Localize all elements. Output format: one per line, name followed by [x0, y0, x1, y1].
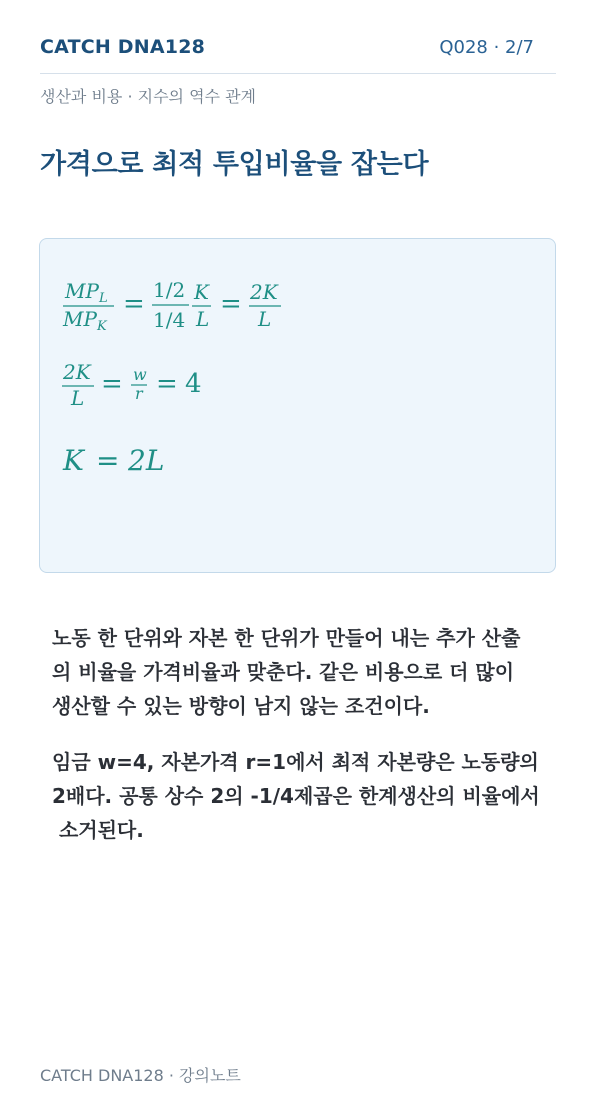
paragraph-line: 생산할 수 있는 방향이 남지 않는 조건이다. [52, 694, 430, 718]
svg-text:r: r [135, 384, 143, 403]
svg-text:2K: 2K [63, 360, 91, 384]
paragraph-line: 임금 w=4, 자본가격 r=1에서 최적 자본량은 노동량의 [52, 750, 539, 774]
svg-text:L: L [258, 307, 272, 331]
paragraph-line: 노동 한 단위와 자본 한 단위가 만들어 내는 추가 산출 [52, 626, 521, 650]
svg-text:2K: 2K [250, 280, 278, 304]
svg-text:L: L [196, 307, 210, 331]
paragraph-line: 소거된다. [52, 818, 144, 842]
page-footer: CATCH DNA128 · 강의노트 [40, 1066, 241, 1085]
svg-text:w: w [133, 365, 147, 384]
formula-mp-ratio [62, 278, 281, 334]
svg-text:=: = [123, 289, 145, 319]
svg-text:2L: 2L [128, 444, 165, 477]
svg-text:MPK: $MP_K$ [63, 307, 107, 334]
explanation-paragraph [52, 621, 552, 723]
svg-text:=: = [220, 289, 242, 319]
formula-optimal-capital [62, 444, 164, 477]
section-subtitle: 생산과 비용 · 지수의 역수 관계 [40, 87, 256, 106]
svg-text:MPL: $MP_L$ [65, 279, 108, 306]
paragraph-line: 2배다. 공통 상수 2의 -1/4제곱은 한계생산의 비율에서 [52, 784, 540, 808]
svg-text:1/4: 1/4 [153, 308, 186, 332]
formula-svg [40, 239, 555, 572]
formula-box [39, 238, 556, 573]
page-header [40, 36, 556, 74]
svg-text:=: = [156, 369, 178, 399]
example-paragraph [52, 745, 552, 847]
svg-text:L: L [71, 386, 85, 410]
svg-text:1/2: 1/2 [153, 278, 186, 302]
brand-label: CATCH DNA128 [40, 36, 206, 58]
svg-text:=: = [96, 444, 120, 477]
paragraph-line: 의 비율을 가격비율과 맞춘다. 같은 비용으로 더 많이 [52, 660, 515, 684]
svg-text:K: K [194, 280, 209, 304]
svg-text:=: = [101, 369, 123, 399]
page-title: 가격으로 최적 투입비율을 잡는다 [40, 149, 429, 180]
page-indicator: Q028 · 2/7 [439, 37, 534, 58]
formula-price-ratio [62, 360, 202, 410]
svg-text:4: 4 [185, 369, 202, 399]
svg-text:K: K [63, 444, 84, 477]
